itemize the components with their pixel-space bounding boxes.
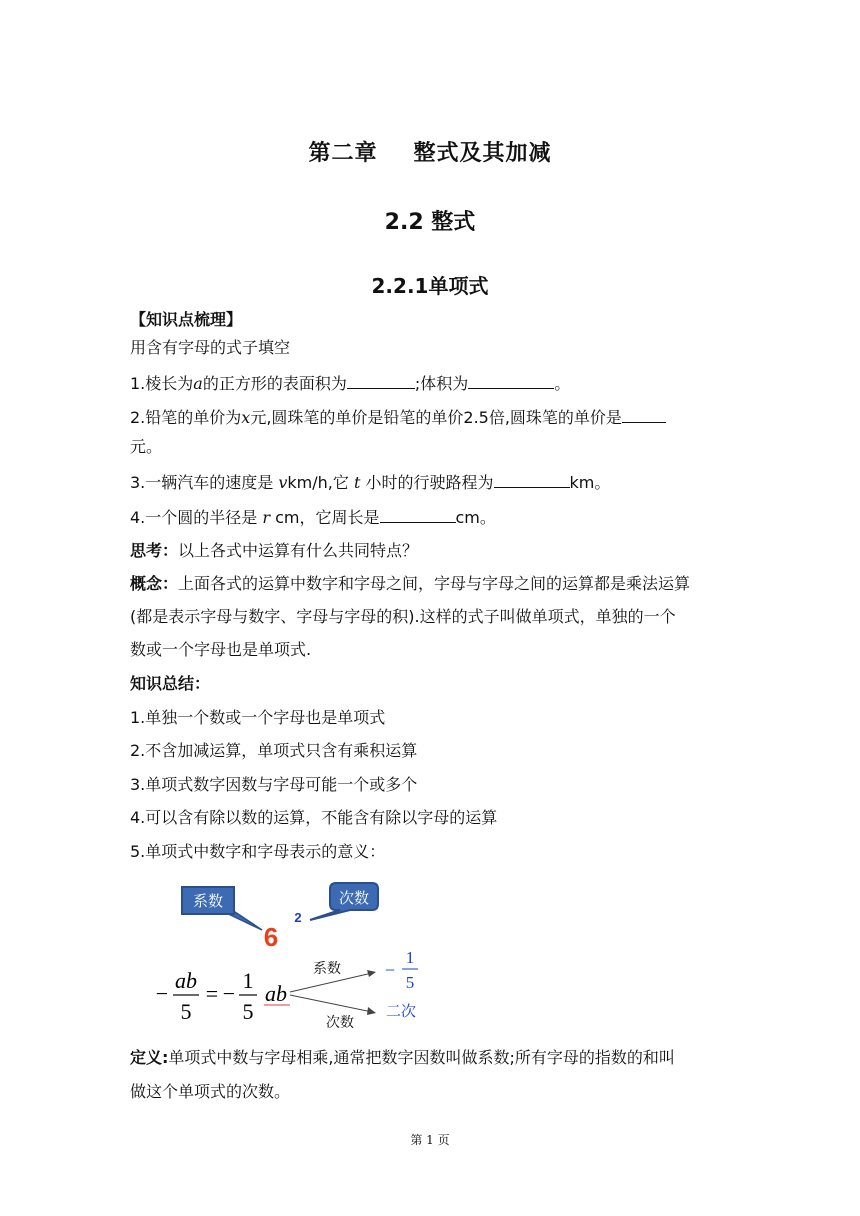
q4-text-a: 4.一个圆的半径是 (130, 508, 263, 527)
footer-post: 页 (437, 1133, 450, 1147)
footer-pre: 第 (410, 1133, 423, 1147)
q1-blank-area[interactable] (347, 373, 415, 389)
chapter-title: 整式及其加减 (413, 141, 552, 166)
fraction-denominator: 5 (180, 999, 192, 1024)
arrow-label-degree: 次数 (326, 1015, 354, 1031)
chapter-heading (0, 136, 860, 167)
q4-blank[interactable] (380, 507, 456, 523)
knowledge-heading: 【知识点梳理】 (130, 310, 243, 329)
chapter-number: 第二章 (308, 141, 378, 166)
definition-line-1 (130, 1048, 675, 1068)
fraction-numerator-ab: ab (175, 968, 197, 993)
equals-sign: = (205, 981, 219, 1006)
concept-line-3: 数或一个字母也是单项式. (130, 640, 312, 659)
q2-variable: x (241, 408, 251, 427)
concept-text-1: 上面各式的运算中数字和字母之间，字母与字母之间的运算都是乘法运算 (178, 574, 691, 593)
q3-variable-t: t (353, 473, 361, 492)
coef-arrowhead (367, 970, 376, 977)
q3-blank[interactable] (494, 472, 570, 488)
page-number: 1 (426, 1133, 434, 1147)
q1-text-d: 。 (554, 374, 571, 393)
definition-line-2: 做这个单项式的次数。 (130, 1082, 291, 1101)
think-paragraph (130, 541, 418, 561)
question-3 (130, 472, 610, 493)
letters-ab: ab (265, 981, 287, 1006)
coef-callout-label: 系数 (192, 892, 224, 910)
q1-text-a: 1.棱长为 (130, 374, 194, 393)
q4-text-c: cm。 (455, 508, 496, 527)
q3-text-b: km/h,它 (287, 473, 354, 492)
coefficient-numerator: 1 (242, 968, 254, 993)
minus-sign: − (155, 981, 169, 1006)
concept-line-2: (都是表示字母与数字、字母与字母的积).这样的式子叫做单项式，单独的一个 (130, 607, 676, 626)
summary-item: 5.单项式中数字和字母表示的意义： (130, 842, 386, 861)
q3-text-c: 小时的行驶路程为 (360, 473, 494, 492)
q2-blank[interactable] (622, 407, 666, 423)
question-1 (130, 373, 570, 394)
q4-variable: r (262, 508, 271, 527)
summary-item: 4.可以含有除以数的运算，不能含有除以字母的运算 (130, 808, 498, 827)
q3-text-a: 3.一辆汽车的速度是 (130, 473, 279, 492)
degree-arrow (290, 995, 372, 1012)
q4-text-b: cm，它周长是 (270, 508, 380, 527)
q1-text-b: 的正方形的表面积为 (202, 374, 347, 393)
definition-label: 定义: (130, 1048, 169, 1067)
q3-variable-v: v (278, 473, 288, 492)
think-label: 思考： (130, 541, 179, 560)
q3-text-d: km。 (569, 473, 611, 492)
q1-variable: a (193, 374, 203, 393)
question-4 (130, 507, 496, 528)
minus-sign-2: − (222, 981, 236, 1006)
result-denominator: 5 (405, 973, 415, 992)
q2-text-b: 元,圆珠笔的单价是铅笔的单价2.5倍,圆珠笔的单价是 (250, 408, 622, 427)
definition-text-1: 单项式中数与字母相乘,通常把数字因数叫做系数;所有字母的指数的和叫 (168, 1048, 675, 1067)
coefficient-denominator: 5 (242, 999, 254, 1024)
question-2-cont: 元。 (130, 437, 163, 456)
summary-item: 1.单独一个数或一个字母也是单项式 (130, 708, 386, 727)
summary-heading: 知识总结： (130, 674, 211, 693)
q2-text-a: 2.铅笔的单价为 (130, 408, 242, 427)
intro-text: 用含有字母的式子填空 (130, 338, 291, 357)
summary-item: 2.不含加减运算，单项式只含有乘积运算 (130, 741, 418, 760)
page-footer (0, 1131, 860, 1148)
monomial-diagram (0, 870, 860, 1040)
concept-label: 概念： (130, 574, 179, 593)
think-text: 以上各式中运算有什么共同特点？ (178, 541, 419, 560)
result-degree: 二次 (385, 1002, 417, 1020)
subsection-heading: 2.2.1单项式 (371, 274, 489, 298)
result-numerator: 1 (405, 948, 415, 967)
q1-text-c: ;体积为 (414, 374, 469, 393)
degree-arrowhead (367, 1007, 376, 1015)
concept-line-1 (130, 574, 690, 594)
arrow-label-coef: 系数 (313, 961, 341, 977)
section-heading: 2.2 整式 (384, 210, 476, 235)
base-number: 6 (263, 922, 279, 952)
result-minus: − (384, 960, 396, 980)
q1-blank-volume[interactable] (468, 373, 554, 389)
exponent-number: 2 (294, 910, 302, 925)
question-2 (130, 407, 666, 428)
summary-item: 3.单项式数字因数与字母可能一个或多个 (130, 775, 418, 794)
degree-callout-label: 次数 (338, 889, 370, 907)
